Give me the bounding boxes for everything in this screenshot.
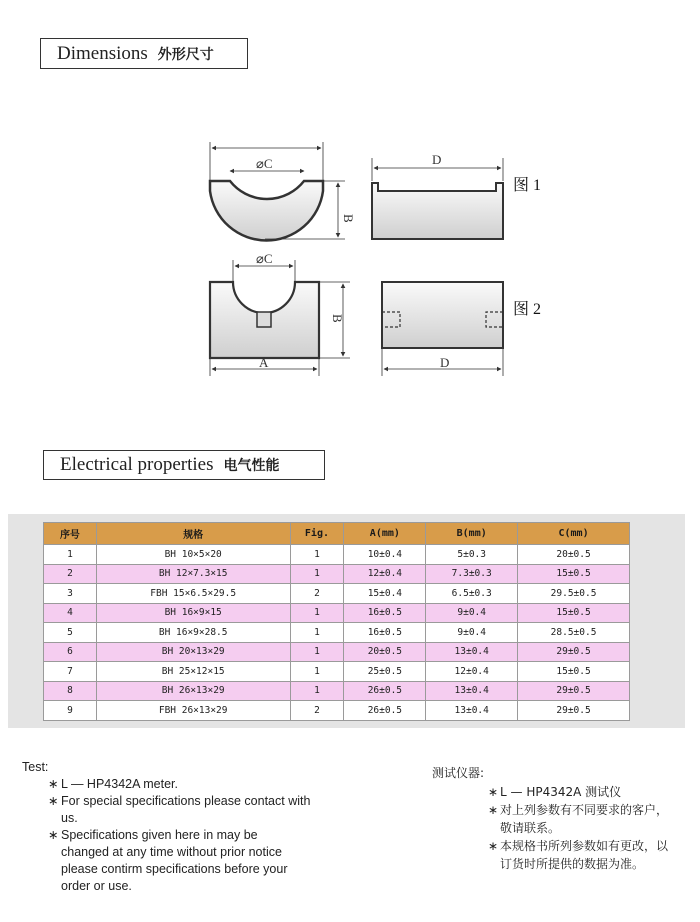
dimensions-title-cn: 外形尺寸 bbox=[157, 47, 214, 63]
cell-c: 15±0.5 bbox=[518, 564, 630, 584]
cell-b: 12±0.4 bbox=[426, 662, 518, 682]
cell-fig: 1 bbox=[290, 681, 344, 701]
table-row bbox=[44, 603, 630, 623]
note-text: L — HP4342A meter. bbox=[61, 777, 178, 791]
header-fig: Fig. bbox=[290, 523, 344, 545]
fig2-dim-a-label: A bbox=[259, 355, 269, 370]
asterisk-icon: ∗ bbox=[48, 828, 59, 842]
cell-a: 26±0.5 bbox=[344, 681, 426, 701]
cell-fig: 1 bbox=[290, 564, 344, 584]
cell-a: 20±0.5 bbox=[344, 642, 426, 662]
note-text: For special specifications please contact with us. bbox=[61, 794, 311, 825]
fig2-dim-c-label: ⌀C bbox=[256, 251, 273, 266]
table-row bbox=[44, 545, 630, 565]
note-item bbox=[488, 801, 670, 837]
cell-no: 3 bbox=[44, 584, 97, 604]
cell-fig: 1 bbox=[290, 545, 344, 565]
note-item bbox=[488, 783, 678, 801]
cell-a: 10±0.4 bbox=[344, 545, 426, 565]
fig2-dim-d-label: D bbox=[440, 355, 450, 370]
cell-no: 9 bbox=[44, 701, 97, 721]
cell-spec: BH 25×12×15 bbox=[96, 662, 290, 682]
notes-chinese bbox=[488, 783, 678, 873]
table-row bbox=[44, 564, 630, 584]
specifications-table bbox=[43, 522, 630, 721]
test-label: Test: bbox=[22, 760, 49, 774]
electrical-title-cn: 电气性能 bbox=[223, 458, 280, 474]
cell-spec: BH 10×5×20 bbox=[96, 545, 290, 565]
note-item bbox=[48, 793, 318, 827]
cell-fig: 1 bbox=[290, 662, 344, 682]
header-c: C(mm) bbox=[518, 523, 630, 545]
header-spec: 规格 bbox=[96, 523, 290, 545]
notes-english bbox=[48, 776, 318, 895]
cell-a: 16±0.5 bbox=[344, 623, 426, 643]
fig2-side-view bbox=[382, 282, 503, 376]
cell-spec: BH 16×9×28.5 bbox=[96, 623, 290, 643]
cell-b: 13±0.4 bbox=[426, 642, 518, 662]
cell-c: 28.5±0.5 bbox=[518, 623, 630, 643]
cell-fig: 1 bbox=[290, 603, 344, 623]
cell-no: 4 bbox=[44, 603, 97, 623]
cell-spec: BH 16×9×15 bbox=[96, 603, 290, 623]
cell-c: 15±0.5 bbox=[518, 662, 630, 682]
cell-c: 29.5±0.5 bbox=[518, 584, 630, 604]
cell-fig: 2 bbox=[290, 701, 344, 721]
table-row bbox=[44, 642, 630, 662]
cell-fig: 1 bbox=[290, 623, 344, 643]
table-header-row bbox=[44, 523, 630, 545]
figure-2-label: 图 2 bbox=[513, 301, 542, 318]
fig1-dim-b-label: B bbox=[341, 214, 356, 223]
cell-no: 6 bbox=[44, 642, 97, 662]
cell-fig: 2 bbox=[290, 584, 344, 604]
cell-c: 29±0.5 bbox=[518, 681, 630, 701]
cell-spec: FBH 15×6.5×29.5 bbox=[96, 584, 290, 604]
cell-b: 9±0.4 bbox=[426, 623, 518, 643]
fig1-dim-d-label: D bbox=[432, 152, 442, 167]
table-row bbox=[44, 584, 630, 604]
cell-b: 9±0.4 bbox=[426, 603, 518, 623]
cell-no: 7 bbox=[44, 662, 97, 682]
cell-b: 13±0.4 bbox=[426, 701, 518, 721]
cell-a: 26±0.5 bbox=[344, 701, 426, 721]
note-item bbox=[488, 837, 678, 873]
cell-b: 7.3±0.3 bbox=[426, 564, 518, 584]
cell-a: 15±0.4 bbox=[344, 584, 426, 604]
cell-c: 29±0.5 bbox=[518, 701, 630, 721]
note-text: 对上列参数有不同要求的客户，敬请联系。 bbox=[500, 803, 669, 835]
table-row bbox=[44, 662, 630, 682]
table-row bbox=[44, 623, 630, 643]
note-item bbox=[48, 776, 318, 793]
cell-spec: BH 26×13×29 bbox=[96, 681, 290, 701]
cell-spec: BH 12×7.3×15 bbox=[96, 564, 290, 584]
asterisk-icon: ∗ bbox=[48, 794, 59, 808]
header-b: B(mm) bbox=[426, 523, 518, 545]
table-row bbox=[44, 681, 630, 701]
note-text: Specifications given here in may be changed at any time without prior notice please contirm specifications before your order or use. bbox=[61, 828, 288, 893]
cell-b: 6.5±0.3 bbox=[426, 584, 518, 604]
note-text: 本规格书所列参数如有更改，以订货时所提供的数据为准。 bbox=[500, 839, 669, 871]
specifications-table-panel bbox=[8, 514, 685, 728]
electrical-properties-title bbox=[43, 450, 325, 480]
cell-spec: BH 20×13×29 bbox=[96, 642, 290, 662]
cell-no: 2 bbox=[44, 564, 97, 584]
cell-no: 8 bbox=[44, 681, 97, 701]
cell-a: 25±0.5 bbox=[344, 662, 426, 682]
note-text: L — HP4342A 测试仪 bbox=[500, 785, 622, 799]
dimension-drawings bbox=[200, 136, 510, 378]
cell-c: 15±0.5 bbox=[518, 603, 630, 623]
electrical-title-en: Electrical properties bbox=[60, 454, 214, 475]
asterisk-icon: ∗ bbox=[48, 777, 59, 791]
fig1-front-view bbox=[210, 142, 356, 240]
figure-1-label: 图 1 bbox=[513, 177, 542, 194]
fig1-dim-c-label: ⌀C bbox=[256, 156, 273, 171]
header-a: A(mm) bbox=[344, 523, 426, 545]
cell-b: 13±0.4 bbox=[426, 681, 518, 701]
cell-no: 5 bbox=[44, 623, 97, 643]
fig1-side-view bbox=[372, 152, 503, 239]
fig2-dim-b-label: B bbox=[330, 314, 345, 323]
asterisk-icon: ∗ bbox=[488, 839, 499, 853]
cell-a: 16±0.5 bbox=[344, 603, 426, 623]
cell-b: 5±0.3 bbox=[426, 545, 518, 565]
cell-spec: FBH 26×13×29 bbox=[96, 701, 290, 721]
table-row bbox=[44, 701, 630, 721]
header-no: 序号 bbox=[44, 523, 97, 545]
cell-no: 1 bbox=[44, 545, 97, 565]
cell-fig: 1 bbox=[290, 642, 344, 662]
cell-a: 12±0.4 bbox=[344, 564, 426, 584]
cell-c: 29±0.5 bbox=[518, 642, 630, 662]
fig2-front-view bbox=[210, 251, 350, 376]
dimensions-title bbox=[40, 38, 248, 69]
note-item bbox=[48, 827, 291, 895]
cell-c: 20±0.5 bbox=[518, 545, 630, 565]
asterisk-icon: ∗ bbox=[488, 803, 499, 817]
test-instrument-label: 测试仪器: bbox=[432, 766, 485, 780]
dimensions-title-en: Dimensions bbox=[57, 43, 148, 64]
asterisk-icon: ∗ bbox=[488, 785, 499, 799]
